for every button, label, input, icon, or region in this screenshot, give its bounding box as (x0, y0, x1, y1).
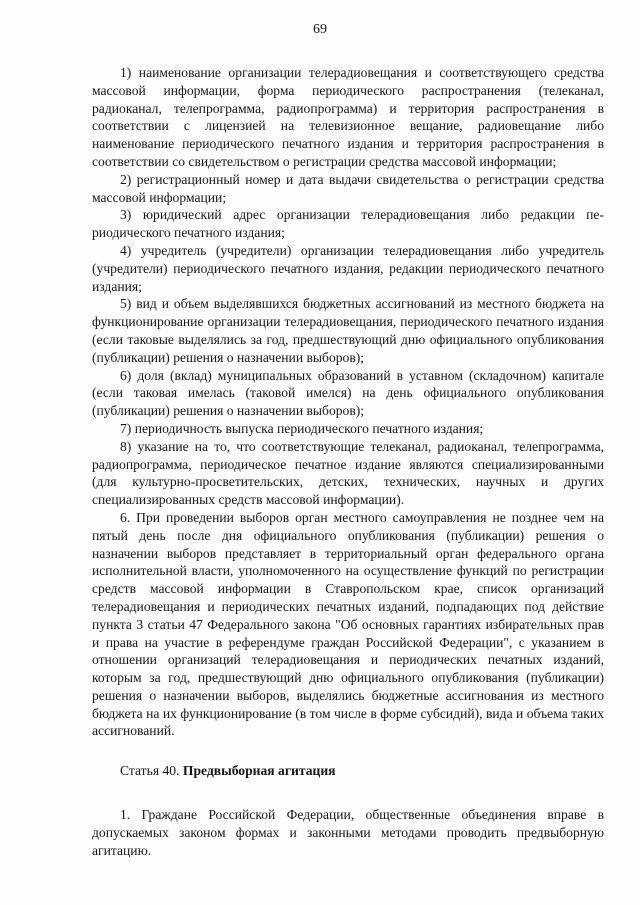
item-8-specialized-media: 8) указание на то, что соответствующие телеканал, радиоканал, телепрограмма, радиопрограмма, периодическое печатное издание являются специализированными (для культурно-просветительских, детских, технических, научных и других специализированных средств массовой информации). (92, 438, 604, 508)
article-40-clause-1: 1. Граждане Российской Федерации, общественные объединения вправе в допускаемых законом формах и законными методами проводить предвыборную агитацию. (92, 807, 604, 858)
article-heading (92, 762, 604, 780)
item-7-periodicity: 7) периодичность выпуска периодического печатного издания; (120, 420, 484, 436)
item-2-registration-number: 2) регистрационный номер и дата выдачи свидетельства о регистрации средства массовой информации; (92, 171, 604, 205)
clause-6-paragraph: 6. При проведении выборов орган местного самоуправления не позднее чем на пятый день после дня официального опубликования (публикации) решения о назначении выборов представляет в территориальный орган федерального органа исполнительной власти, уполномоченного на осуществление функций по регистрации средств массовой информации в Ставропольском крае, список организаций телерадиовещания и периодических печатных изданий, подпадающих под действие пункта 3 статьи 47 Федерального закона "Об основных гарантиях избирательных прав и права на участие в референдуме граждан Российской Федерации", с указанием в отношении организаций телерадиовещания и периодических печатных изданий, которым за год, предшествующий дню официального опубликования (публикации) решения о назначении выборов, выделялись бюджетные ассигнования из местного бюджета на их функционирование (в том числе в форме субсидий), вида и объема таких ассигнований. (92, 509, 604, 739)
item-4-founder: 4) учредитель (учредители) организации телерадиовещания либо учредитель (учредители) периодического печатного издания, редакции периодического печатного издания; (92, 242, 604, 294)
page-number: 69 (313, 22, 327, 37)
article-label: Статья 40. (120, 763, 180, 779)
item-5-budget-allocations: 5) вид и объем выделявшихся бюджетных ассигнований из местного бюджета на функционирование организации телерадиовещания, периодического печатного издания (если таковые выделялись за год, предшествующий дню официального опубликования (публикации) решения о назначении выборов); (92, 296, 604, 365)
item-6-municipal-share: 6) доля (вклад) муниципальных образований в уставном (складочном) капитале (если таковая имелась (таковой имелся) на день официального опубликования (публикации) решения о назначении выборов); (92, 367, 604, 419)
item-1-media-name: 1) наименование организации телерадиовещания и соответствующего средства массовой информации, форма периодического распространения (телеканал, радиоканал, телепрограмма, радиопрограмма) и территория распространения в соответствии с лицензией на телевизионное вещание, радиовещание либо наименование периодического печатного издания и территория распространения в соответствии со свидетельством о регистрации средства массовой информации; (92, 65, 604, 169)
article-title: Предвыборная агитация (182, 763, 336, 779)
document-body (92, 64, 604, 859)
item-3-legal-address: 3) юридический адрес организации телерадиовещания либо редакции периодического печатного издания; (92, 207, 604, 241)
